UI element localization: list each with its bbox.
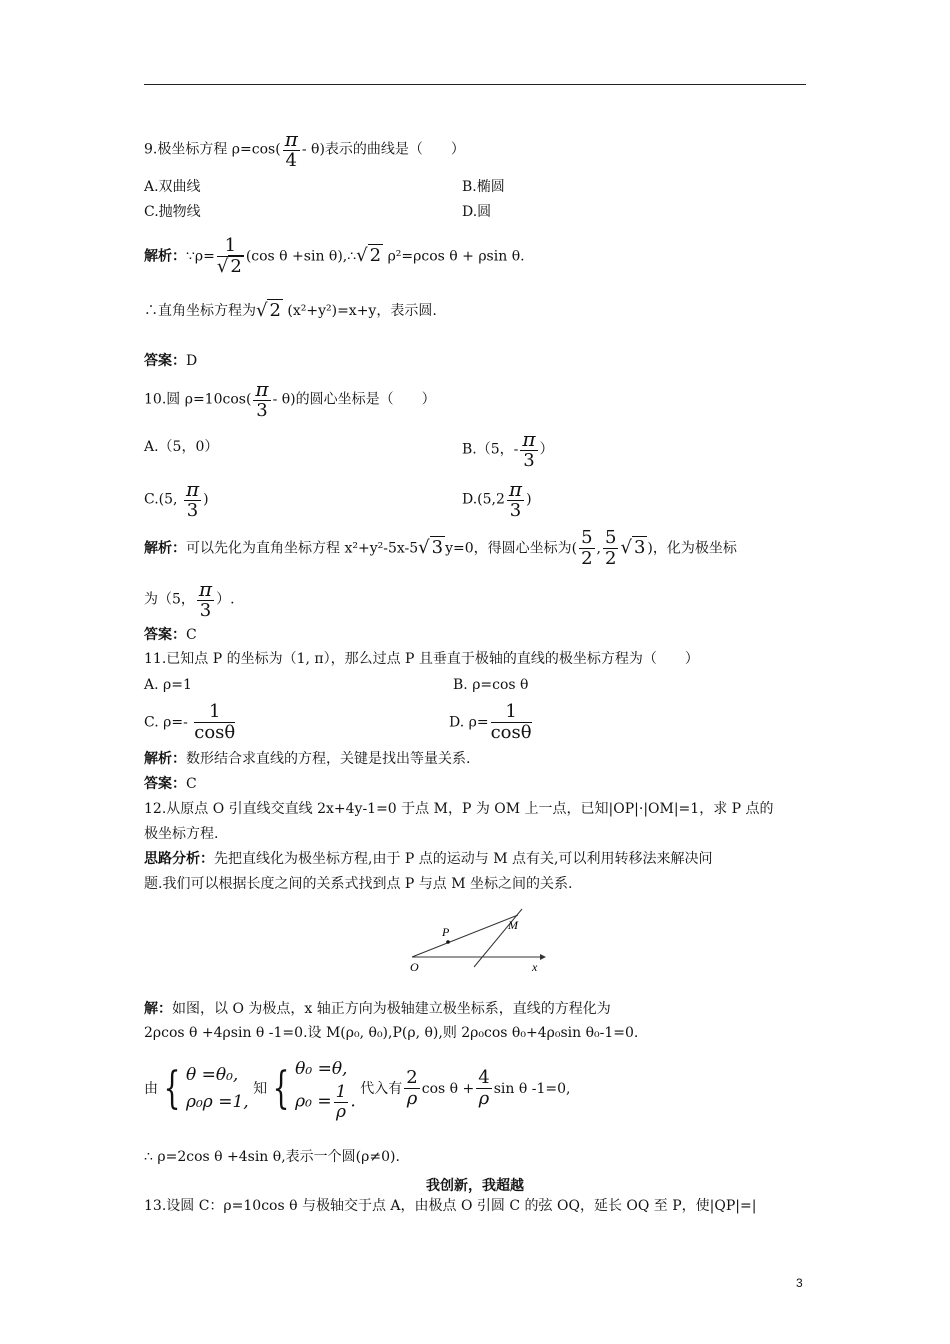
q9-option-a: A.双曲线 bbox=[144, 179, 201, 195]
q9-solution: 解析：∵ρ= $\frac{1}{√ 2}$ (cos θ +sin θ),∴√ 2 ρ²=ρcos θ + ρsin θ. bbox=[144, 235, 525, 277]
q10-solution: 解析：可以先化为直角坐标方程 x²+y²-5x-5√ 3 y=0，得圆心坐标为( $\frac{5}{2}$ , $\frac{5}{2}$ √ 3 )，化为极坐标 bbox=[144, 527, 737, 569]
point-p bbox=[446, 940, 450, 944]
q12-figure bbox=[400, 905, 550, 975]
q10-answer: 答案：C bbox=[144, 627, 197, 643]
q10-option-c: C.(5, $\frac{\pi}{3}$ ) bbox=[144, 477, 209, 521]
page-number: 3 bbox=[796, 1276, 803, 1290]
q11-option-b: B. ρ=cos θ bbox=[453, 677, 529, 693]
q12-stem-line2: 极坐标方程. bbox=[144, 826, 219, 842]
q11-stem: 11.已知点 P 的坐标为（1, π），那么过点 P 且垂直于极轴的直线的极坐标方程为（ ） bbox=[144, 651, 699, 667]
q9-stem: 9.极坐标方程 ρ=cos( $\frac{\pi}{4}$ - θ)表示的曲线是（ ） bbox=[144, 127, 465, 171]
q11-solution: 解析：数形结合求直线的方程，关键是找出等量关系. bbox=[144, 751, 471, 767]
q13-stem: 13.设圆 C：ρ=10cos θ 与极轴交于点 A，由极点 O 引圆 C 的弦 OQ，延长 OQ 至 P，使|QP|=| bbox=[144, 1198, 757, 1214]
q11-option-d: D. ρ= $\frac{1}{\cos\theta}$ bbox=[449, 701, 532, 743]
q10-option-d: D.(5,2 $\frac{\pi}{3}$ ) bbox=[462, 477, 532, 521]
section-heading: 我创新，我超越 bbox=[426, 1178, 524, 1194]
q10-solution-line2: 为（5， $\frac{\pi}{3}$ ）. bbox=[144, 577, 235, 621]
label-x: x bbox=[532, 960, 538, 974]
q10-option-b: B.（5，- $\frac{\pi}{3}$ ） bbox=[462, 427, 554, 471]
q11-answer: 答案：C bbox=[144, 776, 197, 792]
q12-idea-line2: 题.我们可以根据长度之间的关系式找到点 P 与点 M 坐标之间的关系. bbox=[144, 876, 573, 892]
x-axis-arrow bbox=[540, 954, 546, 960]
q12-idea: 思路分析：先把直线化为极坐标方程,由于 P 点的运动与 M 点有关,可以利用转移法来解决问 bbox=[144, 851, 713, 867]
q12-conclusion: ∴ ρ=2cos θ +4sin θ,表示一个圆(ρ≠0). bbox=[144, 1149, 400, 1165]
q10-stem: 10.圆 ρ=10cos( $\frac{\pi}{3}$ - θ)的圆心坐标是（ ） bbox=[144, 377, 436, 421]
label-p: P bbox=[442, 925, 450, 939]
q11-option-a: A. ρ=1 bbox=[144, 677, 192, 693]
q12-stem: 12.从原点 O 引直线交直线 2x+4y-1=0 于点 M，P 为 OM 上一点，已知|OP|·|OM|=1，求 P 点的 bbox=[144, 801, 774, 817]
q9-solution-line2: ∴直角坐标方程为√ 2 (x²+y²)=x+y，表示圆. bbox=[144, 300, 437, 321]
label-o: O bbox=[410, 960, 419, 974]
q11-option-c: C. ρ=- $\frac{1}{\cos\theta}$ bbox=[144, 701, 236, 743]
q10-option-a: A.（5，0） bbox=[144, 439, 219, 455]
label-m: M bbox=[508, 918, 518, 932]
header-rule bbox=[144, 84, 806, 85]
q12-solution-line2: 2ρcos θ +4ρsin θ -1=0.设 M(ρ₀, θ₀),P(ρ, θ),则 2ρ₀cos θ₀+4ρ₀sin θ₀-1=0. bbox=[144, 1025, 639, 1041]
q12-system: 由 { θ =θ₀, ρ₀ρ =1, 知 { θ₀ =θ, ρ₀ = $\frac{1}{\rho}$ . 代入有 $\frac{2}{\rho}$ cos θ + $\frac{4}{\rho}$ sin θ -1=0, bbox=[144, 1059, 571, 1122]
q12-solution: 解：如图，以 O 为极点，x 轴正方向为极轴建立极坐标系，直线的方程化为 bbox=[144, 1001, 611, 1017]
q9-option-c: C.抛物线 bbox=[144, 204, 201, 220]
q9-option-d: D.圆 bbox=[462, 204, 492, 220]
ray-om bbox=[412, 915, 518, 957]
q9-option-b: B.椭圆 bbox=[462, 179, 505, 195]
q9-answer: 答案：D bbox=[144, 353, 198, 369]
